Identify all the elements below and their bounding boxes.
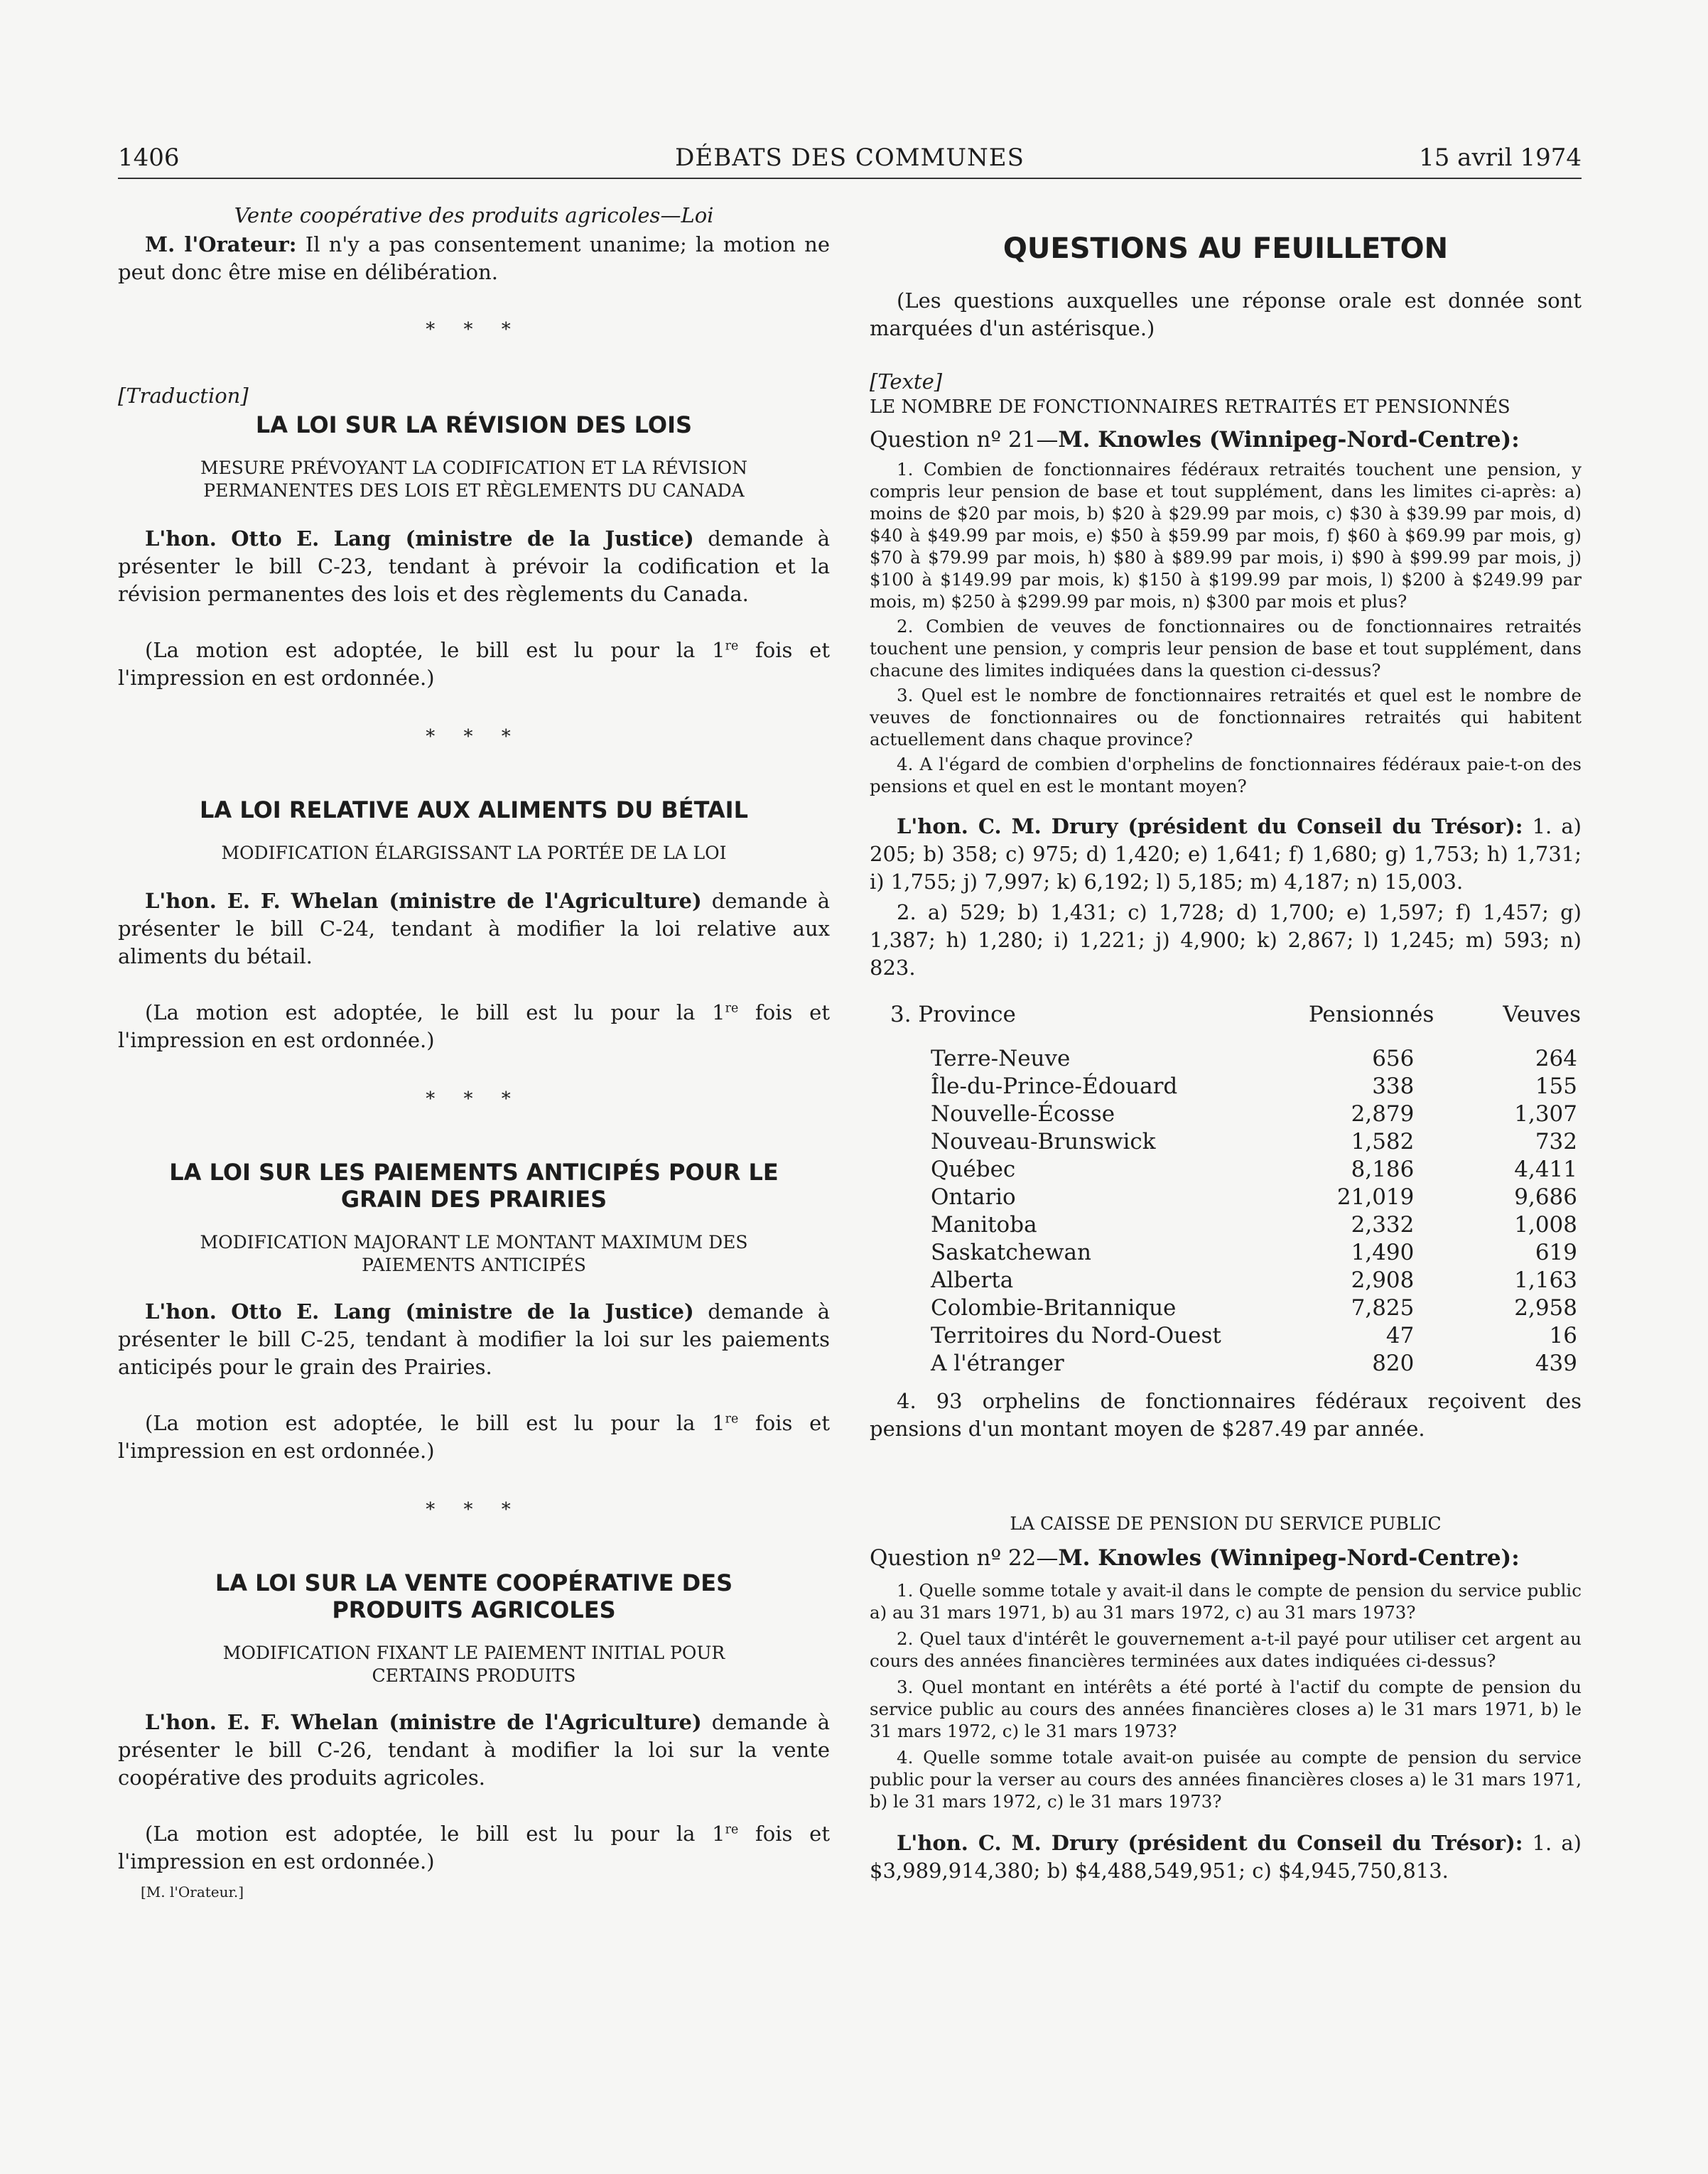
q22-label: Question nº 22—M. Knowles (Winnipeg-Nord-Centre):	[870, 1545, 1520, 1571]
q21-items	[870, 458, 1582, 797]
q22-items	[870, 1579, 1582, 1812]
q22-answer-paragraph	[870, 1829, 1582, 1885]
bill2-paragraph	[118, 887, 830, 970]
separator: * * *	[426, 1499, 522, 1520]
q22-item: 2. Quel taux d'intérêt le gouvernement a-t-il payé pour utiliser cet argent au cours des années financières terminées aux dates indiquées ci-dessus?	[870, 1628, 1582, 1671]
q21-asker: M. Knowles (Winnipeg-Nord-Centre):	[1058, 427, 1520, 453]
separator: * * *	[426, 1088, 522, 1110]
veuves-cell: 2,958	[1514, 1295, 1577, 1321]
q21-answer2: 2. a) 529; b) 1,431; c) 1,728; d) 1,700; e) 1,597; f) 1,457; g) 1,387; h) 1,280; i) 1,221; j) 4,900; k) 2,867; l) 1,245; m) 593; n) 823.	[870, 900, 1582, 980]
orateur-text: Il n'y a pas consentement unanime; la motion ne peut donc être mise en délibération.	[118, 232, 830, 284]
texte-tag: [Texte]	[870, 369, 943, 394]
table-row	[890, 1211, 1582, 1239]
running-head: Vente coopérative des produits agricoles—Loi	[234, 203, 714, 227]
table-row	[890, 1156, 1582, 1184]
page-header	[118, 141, 1582, 179]
province-cell: Alberta	[931, 1267, 1014, 1293]
right-column	[870, 192, 1582, 1885]
questions-intro: (Les questions auxquelles une réponse orale est donnée sont marquées d'un astérisque.)	[870, 288, 1582, 340]
bill3-paragraph	[118, 1298, 830, 1381]
province-cell: A l'étranger	[931, 1351, 1064, 1376]
bill4-subtitle: MODIFICATION FIXANT LE PAIEMENT INITIAL POUR CERTAINS PRODUITS	[222, 1643, 725, 1686]
veuves-cell: 439	[1535, 1351, 1577, 1376]
q21-answer1: 1. a) 205; b) 358; c) 975; d) 1,420; e) 1,641; f) 1,680; g) 1,753; h) 1,731; i) 1,755; j) 7,997; k) 6,192; l) 5,185; m) 4,187; n) 15,003.	[870, 814, 1582, 894]
bill2-subtitle: MODIFICATION ÉLARGISSANT LA PORTÉE DE LA LOI	[221, 843, 727, 863]
bill2-motion: (La motion est adoptée, le bill est lu pour la 1re fois et l'impression en est ordonnée.)	[118, 1000, 830, 1052]
veuves-cell: 155	[1535, 1074, 1577, 1099]
page-number: 1406	[118, 144, 180, 172]
journal-title: DÉBATS DES COMMUNES	[675, 144, 1025, 172]
col-veuves: Veuves	[1503, 1002, 1581, 1027]
veuves-cell: 1,163	[1514, 1267, 1577, 1293]
q22-item: 3. Quel montant en intérêts a été porté à l'actif du compte de pension du service public au cours des années financières closes a) le 31 mars 1971, b) le 31 mars 1972, c) le 31 mars 1973?	[870, 1677, 1582, 1741]
q21-heading: LE NOMBRE DE FONCTIONNAIRES RETRAITÉS ET PENSIONNÉS	[870, 396, 1510, 418]
pensionnes-cell: 1,582	[1351, 1129, 1415, 1154]
bill2-title: LA LOI RELATIVE AUX ALIMENTS DU BÉTAIL	[200, 796, 748, 823]
bill3-text: demande à présenter le bill C-25, tendant à modifier la loi sur les paiements anticipés pour le grain des Prairies.	[118, 1299, 830, 1379]
pensionnes-cell: 820	[1372, 1351, 1415, 1376]
separator: * * *	[426, 319, 522, 340]
table-header-row	[890, 1000, 1582, 1029]
col-province: 3. Province	[890, 1002, 1016, 1027]
questions-title: QUESTIONS AU FEUILLETON	[1002, 232, 1449, 265]
table-row	[890, 1128, 1582, 1156]
bill4-paragraph	[118, 1709, 830, 1792]
pensionnes-cell: 2,332	[1351, 1212, 1415, 1238]
q21-answer-speaker: L'hon. C. M. Drury (président du Conseil du Trésor):	[897, 814, 1523, 838]
province-cell: Nouveau-Brunswick	[931, 1129, 1156, 1154]
q21-label: Question nº 21—M. Knowles (Winnipeg-Nord-Centre):	[870, 427, 1520, 453]
bill4-text: demande à présenter le bill C-26, tendant à modifier la loi sur la vente coopérative des produits agricoles.	[118, 1710, 830, 1790]
bill4-speaker: L'hon. E. F. Whelan (ministre de l'Agriculture)	[145, 1710, 702, 1734]
q21-item: 4. A l'égard de combien d'orphelins de fonctionnaires fédéraux paie-t-on des pensions et quel en est le montant moyen?	[870, 754, 1582, 796]
q21-answer4: 4. 93 orphelins de fonctionnaires fédéraux reçoivent des pensions d'un montant moyen de $287.49 par année.	[870, 1389, 1582, 1441]
bill1-paragraph	[118, 525, 830, 608]
bill4-motion: (La motion est adoptée, le bill est lu pour la 1re fois et l'impression en est ordonnée.)	[118, 1822, 830, 1873]
veuves-cell: 1,008	[1514, 1212, 1577, 1238]
veuves-cell: 16	[1549, 1323, 1577, 1348]
province-cell: Ontario	[931, 1184, 1016, 1210]
veuves-cell: 732	[1535, 1129, 1577, 1154]
table-row	[890, 1350, 1582, 1378]
table-row	[890, 1045, 1582, 1073]
table-row	[890, 1239, 1582, 1267]
q21-answer-paragraph	[870, 813, 1582, 896]
q22-item: 4. Quelle somme totale avait-on puisée au compte de pension du service public pour la verser au cours des années financières closes a) le 31 mars 1971, b) le 31 mars 1972, c) le 31 mars 1973?	[870, 1747, 1582, 1812]
veuves-cell: 264	[1535, 1046, 1577, 1071]
pensionnes-cell: 2,908	[1351, 1267, 1415, 1293]
bill2-speaker: L'hon. E. F. Whelan (ministre de l'Agriculture)	[145, 889, 702, 913]
pensionnes-cell: 656	[1372, 1046, 1415, 1071]
province-cell: Territoires du Nord-Ouest	[931, 1323, 1221, 1348]
pensionnes-cell: 47	[1385, 1323, 1415, 1348]
province-table	[890, 1000, 1582, 1378]
province-cell: Saskatchewan	[931, 1240, 1092, 1265]
bill3-title: LA LOI SUR LES PAIEMENTS ANTICIPÉS POUR LE GRAIN DES PRAIRIES	[169, 1159, 779, 1213]
bill3-speaker: L'hon. Otto E. Lang (ministre de la Justice)	[145, 1299, 694, 1324]
bill1-motion: (La motion est adoptée, le bill est lu pour la 1re fois et l'impression en est ordonnée.)	[118, 638, 830, 690]
pensionnes-cell: 21,019	[1336, 1184, 1415, 1210]
pensionnes-cell: 7,825	[1351, 1295, 1415, 1321]
pensionnes-cell: 8,186	[1351, 1157, 1415, 1182]
q22-answer-speaker: L'hon. C. M. Drury (président du Conseil du Trésor):	[897, 1831, 1523, 1855]
province-cell: Île-du-Prince-Édouard	[931, 1074, 1178, 1099]
pensionnes-cell: 1,490	[1351, 1240, 1415, 1265]
traduction-tag: [Traduction]	[118, 384, 249, 408]
q22-answer: 1. a) $3,989,914,380; b) $4,488,549,951; c) $4,945,750,813.	[870, 1831, 1582, 1883]
pensionnes-cell: 2,879	[1351, 1101, 1415, 1127]
footer-note: [M. l'Orateur.]	[141, 1883, 244, 1900]
veuves-cell: 619	[1535, 1240, 1577, 1265]
bill2-text: demande à présenter le bill C-24, tendant à modifier la loi relative aux aliments du bétail.	[118, 889, 830, 968]
orateur-paragraph	[118, 231, 830, 286]
separator: * * *	[426, 726, 522, 747]
left-column	[118, 192, 830, 1901]
bill1-text: demande à présenter le bill C-23, tendant à prévoir la codification et la révision permanentes des lois et des règlements du Canada.	[118, 526, 830, 606]
q21-item: 3. Quel est le nombre de fonctionnaires retraités et quel est le nombre de veuves de fonctionnaires ou de fonctionnaires retraités qui habitent actuellement dans chaque province?	[870, 685, 1582, 750]
table-body	[890, 1045, 1582, 1378]
bill3-motion: (La motion est adoptée, le bill est lu pour la 1re fois et l'impression en est ordonnée.)	[118, 1411, 830, 1463]
province-cell: Terre-Neuve	[931, 1046, 1071, 1071]
q21-item: 1. Combien de fonctionnaires fédéraux retraités touchent une pension, y compris leur pension de base et tout supplément, dans les limites ci-après: a) moins de $20 par mois, b) $20 à $29.99 par mois, c) $30 à $39.99 par mois, d) $40 à $49.99 par mois, e) $50 à $59.99 par mois, f) $60 à $69.99 par mois, g) $70 à $79.99 par mois, h) $80 à $89.99 par mois, i) $90 à $99.99 par mois, j) $100 à $149.99 par mois, k) $150 à $199.99 par mois, l) $200 à $249.99 par mois, m) $250 à $299.99 par mois, n) $300 par mois et plus?	[870, 459, 1582, 612]
issue-date: 15 avril 1974	[1419, 144, 1582, 172]
bill1-speaker: L'hon. Otto E. Lang (ministre de la Justice)	[145, 526, 694, 551]
province-cell: Nouvelle-Écosse	[931, 1101, 1115, 1127]
bill1-title: LA LOI SUR LA RÉVISION DES LOIS	[255, 411, 693, 438]
table-row	[890, 1322, 1582, 1350]
table-row	[890, 1073, 1582, 1100]
table-row	[890, 1100, 1582, 1128]
q22-heading: LA CAISSE DE PENSION DU SERVICE PUBLIC	[1010, 1513, 1442, 1534]
orateur-label: M. l'Orateur:	[145, 232, 297, 256]
table-row	[890, 1294, 1582, 1322]
bill1-subtitle: MESURE PRÉVOYANT LA CODIFICATION ET LA RÉVISION PERMANENTES DES LOIS ET RÈGLEMENTS DU CANADA	[200, 458, 748, 501]
q21-item: 2. Combien de veuves de fonctionnaires ou de fonctionnaires retraités touchent une pension, y compris leur pension de base et tout supplément, dans chacune des limites indiquées dans la question ci-dessus?	[870, 616, 1582, 681]
province-cell: Colombie-Britannique	[931, 1295, 1177, 1321]
table-row	[890, 1184, 1582, 1211]
veuves-cell: 4,411	[1514, 1157, 1577, 1182]
q22-item: 1. Quelle somme totale y avait-il dans le compte de pension du service public a) au 31 mars 1971, b) au 31 mars 1972, c) au 31 mars 1973?	[870, 1580, 1582, 1623]
col-pensionnes: Pensionnés	[1308, 1002, 1434, 1027]
province-cell: Québec	[931, 1157, 1016, 1182]
table-row	[890, 1267, 1582, 1294]
bill4-title: LA LOI SUR LA VENTE COOPÉRATIVE DES PRODUITS AGRICOLES	[215, 1569, 733, 1623]
q22-asker: M. Knowles (Winnipeg-Nord-Centre):	[1058, 1545, 1520, 1571]
veuves-cell: 1,307	[1514, 1101, 1577, 1127]
pensionnes-cell: 338	[1372, 1074, 1415, 1099]
bill3-subtitle: MODIFICATION MAJORANT LE MONTANT MAXIMUM DES PAIEMENTS ANTICIPÉS	[200, 1232, 748, 1275]
province-cell: Manitoba	[931, 1212, 1037, 1238]
veuves-cell: 9,686	[1514, 1184, 1577, 1210]
